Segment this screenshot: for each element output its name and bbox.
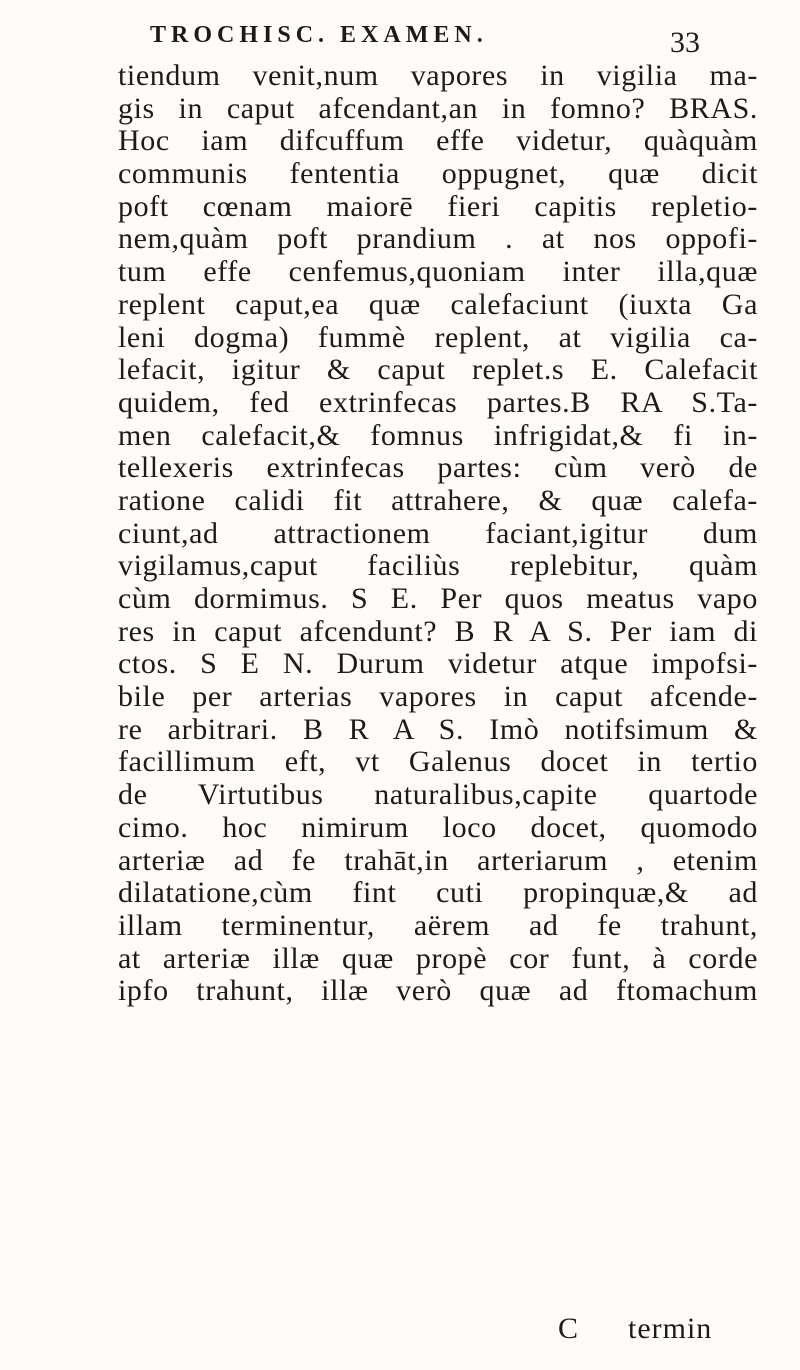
text-line: quidem, fed extrinfecas partes.B RA S.Ta- [118,385,758,419]
signature-mark: C [558,1312,579,1345]
text-line: res in caput afcendunt? B R A S. Per iam di [118,614,758,648]
text-line: tiendum venit,num vapores in vigilia ma- [118,59,758,92]
text-line: bile per arterias vapores in caput afcende- [118,680,758,714]
text-line: illam terminentur, aërem ad fe trahunt, [118,908,758,942]
text-line: at arteriæ illæ quæ propè cor funt, à corde [118,941,758,975]
text-line: ciunt,ad attractionem faciant,igitur dum [118,516,758,550]
page-number: 33 [670,26,700,59]
text-line: ctos. S E N. Durum videtur atque impofsi- [118,647,758,681]
catchword: termin [628,1312,713,1345]
text-line: gis in caput afcendant,an in fomno? BRAS. [118,91,758,125]
page-header [150,22,710,62]
text-line: arteriæ ad fe trahāt,in arteriarum , etenim [118,843,758,877]
text-line: vigilamus,caput faciliùs replebitur, quàm [118,549,758,583]
text-line: communis fententia oppugnet, quæ dicit [118,157,758,191]
text-line: de Virtutibus naturalibus,capite quartode [118,778,758,812]
text-line: replent caput,ea quæ calefaciunt (iuxta Ga [118,287,758,321]
text-line: ipfo trahunt, illæ verò quæ ad ftomachum [118,974,758,1008]
text-line: tum effe cenfemus,quoniam inter illa,quæ [118,255,758,289]
body-text [118,60,758,1008]
text-line: re arbitrari. B R A S. Imò notifsimum & [118,712,758,746]
text-line: tellexeris extrinfecas partes: cùm verò de [118,451,758,485]
text-line: men calefacit,& fomnus infrigidat,& fi in- [118,418,758,452]
running-head: TROCHISC. EXAMEN. [150,22,488,48]
text-line: ratione calidi fit attrahere, & quæ calefa- [118,483,758,517]
text-line: Hoc iam difcuffum effe videtur, quàquàm [118,124,758,158]
text-line: cimo. hoc nimirum loco docet, quomodo [118,810,758,844]
text-line: facillimum eft, vt Galenus docet in tertio [118,745,758,779]
text-line: nem,quàm poft prandium . at nos oppofi- [118,222,758,256]
text-line: dilatatione,cùm fint cuti propinquæ,& ad [118,876,758,910]
text-line: leni dogma) fummè replent, at vigilia ca- [118,320,758,354]
text-line: cùm dormimus. S E. Per quos meatus vapo [118,582,758,615]
text-line: lefacit, igitur & caput replet.s E. Calefacit [118,353,758,387]
catch-line [118,1312,758,1352]
text-line: poft cœnam maiorē fieri capitis repletio- [118,189,758,223]
